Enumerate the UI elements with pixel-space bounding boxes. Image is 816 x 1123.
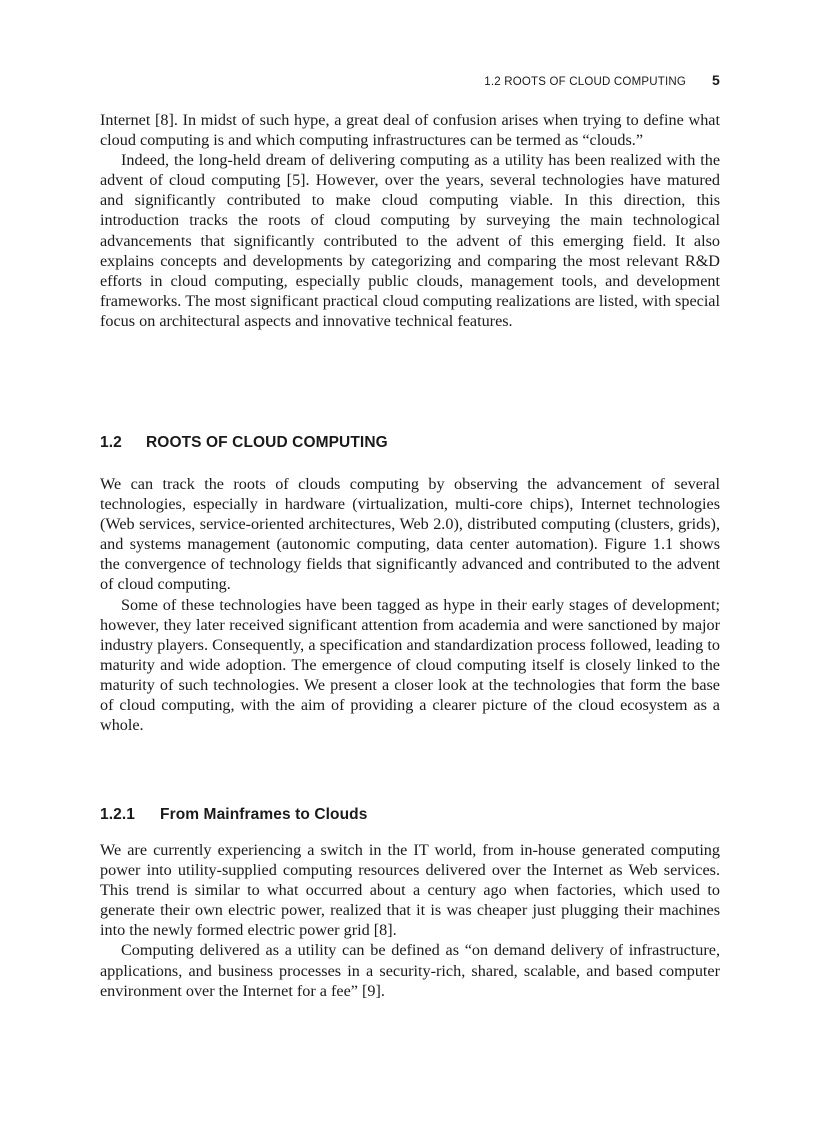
intro-text [100, 110, 720, 331]
subsection-title: From Mainframes to Clouds [160, 806, 368, 823]
subsection-heading [100, 806, 367, 824]
section-1-2-1-text [100, 840, 720, 1001]
running-head-title: 1.2 ROOTS OF CLOUD COMPUTING [484, 76, 686, 88]
paragraph: Computing delivered as a utility can be defined as “on demand delivery of infrastructure, applications, and business processes in a security-rich, shared, scalable, and based computer environment over the Internet for a fee” [9]. [100, 941, 720, 1000]
paragraph: We can track the roots of clouds computing by observing the advancement of several technologies, especially in hardware (virtualization, multi-core chips), Internet technologies (Web services, service-oriented architectures, Web 2.0), distributed computing (clusters, grids), and systems management (autonomic computing, data center automation). Figure 1.1 shows the convergence of technology fields that significantly advanced and contributed to the advent of cloud computing. [100, 475, 720, 594]
section-1-2-text [100, 474, 720, 735]
subsection-number: 1.2.1 [100, 806, 135, 823]
running-head [100, 72, 720, 92]
paragraph: Internet [8]. In midst of such hype, a great deal of confusion arises when trying to define what cloud computing is and which computing infrastructures can be termed as “clouds.” [100, 111, 720, 150]
paragraph: We are currently experiencing a switch in the IT world, from in-house generated computing power into utility-supplied computing resources delivered over the Internet as Web services. This trend is similar to what occurred about a century ago when factories, which used to generate their own electric power, realized that it is was cheaper just plugging their machines into the newly formed electric power grid [8]. [100, 841, 720, 940]
page-number: 5 [712, 72, 720, 88]
paragraph: Indeed, the long-held dream of delivering computing as a utility has been realized with the advent of cloud computing [5]. However, over the years, several technologies have matured and significantly contributed to make cloud computing viable. In this direction, this introduction tracks the roots of cloud computing by surveying the main technological advancements that significantly contributed to the advent of this emerging field. It also explains concepts and developments by categorizing and comparing the most relevant R&D efforts in cloud computing, especially public clouds, management tools, and development frameworks. The most significant practical cloud computing realizations are listed, with special focus on architectural aspects and innovative technical features. [100, 151, 720, 330]
section-number: 1.2 [100, 434, 122, 451]
section-heading [100, 434, 388, 452]
paragraph: Some of these technologies have been tagged as hype in their early stages of development; however, they later received significant attention from academia and were sanctioned by major industry players. Consequently, a specification and standardization process followed, leading to maturity and wide adoption. The emergence of cloud computing itself is closely linked to the maturity of such technologies. We present a closer look at the technologies that form the base of cloud computing, with the aim of providing a clearer picture of the cloud ecosystem as a whole. [100, 595, 720, 735]
section-title: ROOTS OF CLOUD COMPUTING [146, 434, 388, 451]
